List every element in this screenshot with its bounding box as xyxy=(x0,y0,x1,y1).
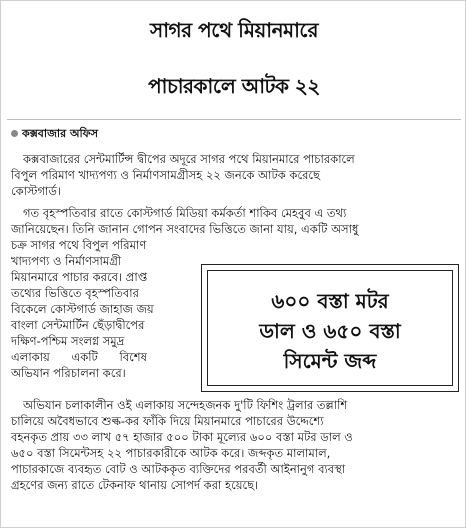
text-line: কোস্টগার্ড। xyxy=(11,184,61,198)
text-line: বহনকৃত প্রায় ৩৩ লাখ ৫৭ হাজার ৫০০ টাকা মূল্যের ৬০০ বস্তা মটর ডাল ও xyxy=(11,430,353,444)
callout-line: সিমেন্ট জব্দ xyxy=(283,349,377,373)
text-line: অভিযান চলাকালীন ওই এলাকায় সন্দেহজনক দু'টি ফিশিং ট্রলার তল্লাশি xyxy=(23,398,348,412)
text-line xyxy=(11,253,197,269)
text-line: বাংলা সেন্টমার্টিন ছেঁড়াদ্বীপের xyxy=(11,318,145,332)
text-line: অভিযান পরিচালনা করে। xyxy=(11,366,126,380)
text-line: চক্র সাগর পথে বিপুল পরিমাণ xyxy=(11,238,147,252)
text-line: এলাকায় একটি বিশেষ xyxy=(11,350,147,364)
callout-box xyxy=(201,264,459,392)
text-line: তথ্যের ভিত্তিতে বৃহস্পতিবার xyxy=(11,286,139,300)
callout-line: ডাল ও ৬৫০ বস্তা xyxy=(259,319,401,343)
callout-box-frame xyxy=(207,270,453,386)
text-line: কক্সবাজারের সেন্টমার্টিন্স দ্বীপের অদূরে সাগর পথে মিয়ানমারে পাচারকালে xyxy=(23,152,355,166)
text-line: চালিয়ে অবৈধভাবে শুল্ক-কর ফাঁকি দিয়ে মিয়ানমারে পাচারের উদ্দেশ্যে xyxy=(11,414,324,428)
text-line: গত বৃহস্পতিবার রাতে কোস্টগার্ড মিডিয়া কর্মকর্তা শাকিব মেহবুব এ তথ্য xyxy=(23,206,347,220)
headline-line-1: সাগর পথে মিয়ানমারে xyxy=(150,18,318,42)
text-line: বিকেলে কোস্টগার্ড জাহাজ জয় xyxy=(11,302,154,316)
text-line-content: খাদ্যপণ্য ও নির্মাণসামগ্রী xyxy=(11,254,122,268)
text-line: বিপুল পরিমাণ খাদ্যপণ্য ও নির্মাণসামগ্রীসহ ২২ জনকে আটক করেছে xyxy=(11,168,320,182)
byline xyxy=(11,127,98,141)
text-line: গ্রহণের জন্য রাতে টেকনাফ থানায় সোপর্দ করা হয়েছে। xyxy=(11,478,259,492)
text-line: দক্ষিণ-পশ্চিম সংলগ্ন সমুদ্র xyxy=(11,334,125,348)
byline-text: কক্সবাজার অফিস xyxy=(22,127,98,140)
text-line: পাচারকাজে ব্যবহৃত বোট ও আটককৃত ব্যক্তিদের পরবর্তী আইনানুগ ব্যবস্থা xyxy=(11,462,346,476)
text-line: ৬৫০ বস্তা সিমেন্টসহ ২২ পাচারকারীকে আটক করে। জব্দকৃত মালামাল, xyxy=(11,446,331,460)
callout-line: ৬০০ বস্তা মটর xyxy=(271,289,389,313)
bullet-icon xyxy=(11,130,18,137)
text-line: জানিয়েছেন। তিনি জানান গোপন সংবাদের ভিত্তিতে জানা যায়, একটি অসাধু xyxy=(11,222,359,236)
headline-divider xyxy=(7,119,461,120)
headline-line-2: পাচারকালে আটক ২২ xyxy=(148,74,320,98)
text-line: মিয়ানমারে পাচার করবে। প্রাপ্ত xyxy=(11,270,148,284)
